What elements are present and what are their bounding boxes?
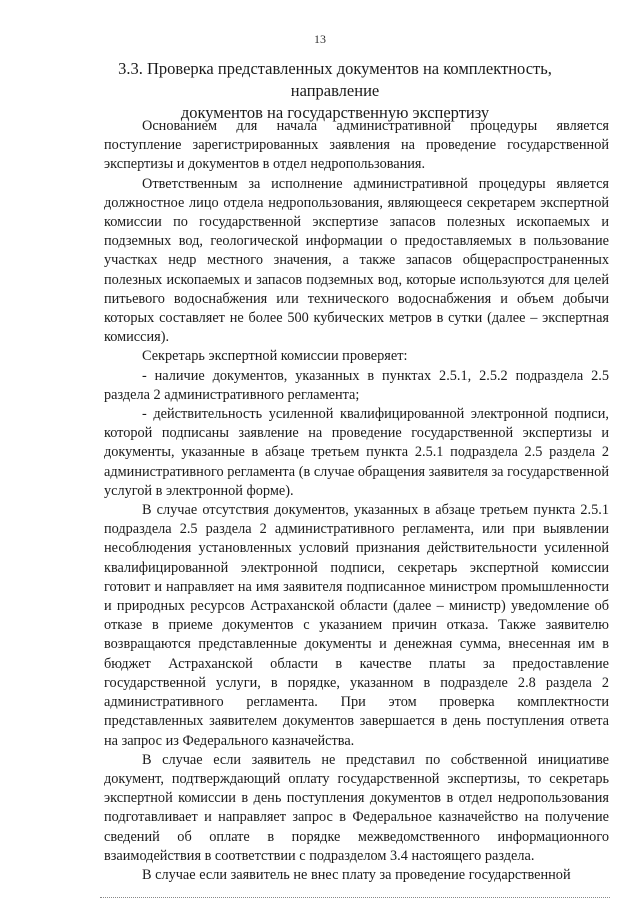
paragraph-responsible: Ответственным за исполнение административной процедуры является должностное лицо отдела недропользования, являющееся секретарем экспертной комиссии по государственной экспертизе запасов полезных ископаемых и подземных вод, геологической информации о предоставляемых в пользование участках недр местного значения, а также запасов общераспространенных полезных ископаемых и запасов подземных вод, которые используются для целей питьевого водоснабжения или технического водоснабжения и объем добычи которых составляет не более 500 кубических метров в сутки (далее – экспертная комиссия).: [104, 175, 609, 346]
section-heading-line-2: документов на государственную экспертизу: [180, 103, 490, 122]
paragraph-secretary-checks: Секретарь экспертной комиссии проверяет:: [142, 348, 408, 365]
paragraph-no-payment: В случае если заявитель не внес плату за проведение государственной: [142, 866, 571, 883]
document-body: [104, 117, 609, 885]
page-bottom-edge: [100, 897, 610, 898]
section-heading-line-1: 3.3. Проверка представленных документов на комплектность, направление: [118, 59, 552, 100]
paragraph-payment-request: В случае если заявитель не представил по собственной инициативе документ, подтверждающий оплату государственной экспертизы, то секретарь экспертной комиссии в день поступления документов в отдел недропользования подготавливает и направляет запрос в Федеральное казначейство на получение сведений об оплате в порядке межведомственного информационного взаимодействия в соответствии с подразделом 3.4 настоящего раздела.: [104, 751, 609, 864]
list-item-documents: - наличие документов, указанных в пунктах 2.5.1, 2.5.2 подраздела 2.5 раздела 2 административного регламента;: [104, 367, 609, 403]
page-number: 13: [314, 32, 326, 46]
section-heading: [100, 58, 570, 124]
list-item-signature: - действительность усиленной квалифицированной электронной подписи, которой подписаны заявление на проведение государственной экспертизы и документы, указанные в абзаце третьем пункта 2.5.1 подраздела 2.5 раздела 2 административного регламента (в случае обращения заявителя за государственной услугой в электронной форме).: [104, 406, 609, 499]
paragraph-basis: Основанием для начала административной процедуры является поступление зарегистрированных заявления на проведение государственной экспертизы и документов в отдел недропользования.: [104, 118, 609, 173]
paragraph-refusal: В случае отсутствия документов, указанных в абзаце третьем пункта 2.5.1 подраздела 2.5 раздела 2 административного регламента, или при выявлении несоблюдения установленных условий признания действительности усиленной квалифицированной электронной подписи, секретарь экспертной комиссии готовит и направляет на имя заявителя подписанное министром промышленности и природных ресурсов Астраханской области (далее – министр) уведомление об отказе в приеме документов с указанием причин отказа. Также заявителю возвращаются представленные документы и денежная сумма, внесенная им в бюджет Астраханской области в качестве платы за предоставление государственной услуги, в порядке, указанном в подразделе 2.8 раздела 2 административного регламента. При этом проверка комплектности представленных заявителем документов завершается в день поступления ответа на запрос из Федерального казначейства.: [104, 502, 609, 749]
